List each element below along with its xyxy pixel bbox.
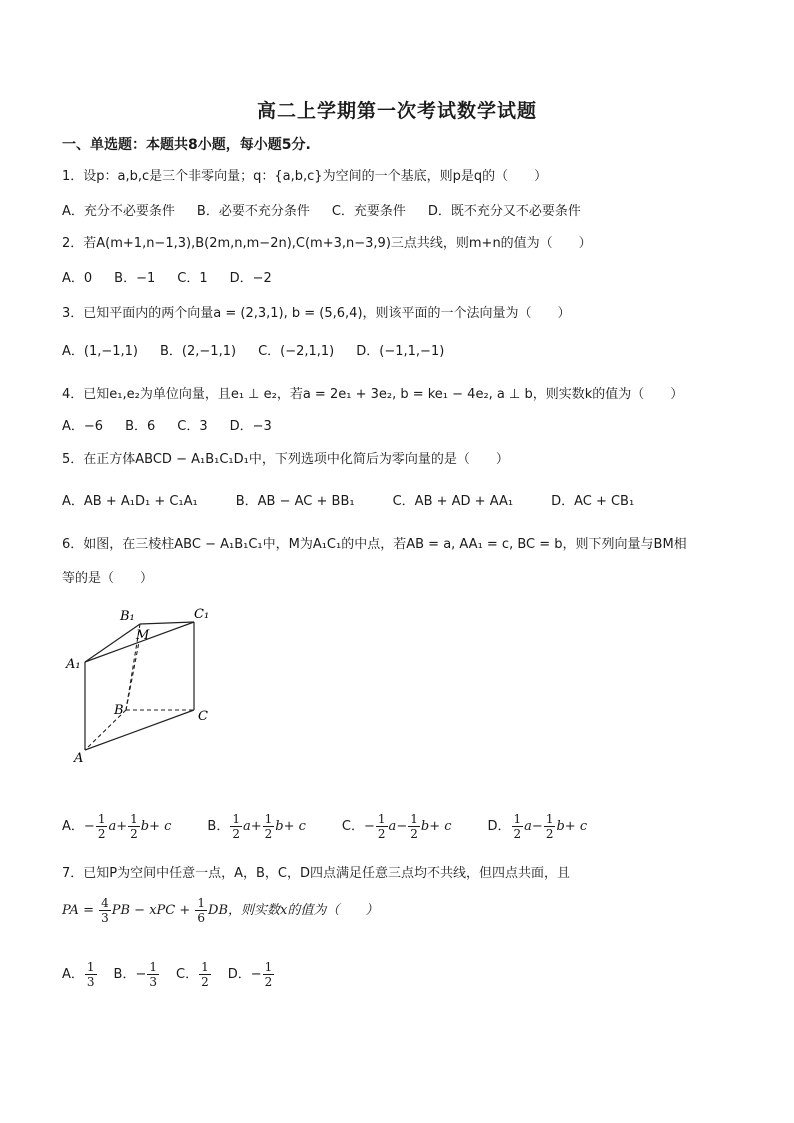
label-a: A (74, 751, 84, 766)
label-m: M (136, 628, 150, 643)
label-c1: C₁ (194, 607, 210, 622)
q4-option-a: A．−6 (62, 419, 104, 434)
question-1-options (62, 200, 603, 219)
q1-option-d: D．既不充分又不必要条件 (427, 204, 581, 219)
q1-option-b: B．必要不充分条件 (196, 204, 310, 219)
page-title: 高二上学期第一次考试数学试题 (256, 100, 537, 122)
q4-option-d: D．−3 (229, 419, 272, 434)
q7-option-c: C． $\frac{1}{2}$ (176, 960, 209, 989)
q7-option-d: D．− $\frac{1}{2}$ (227, 960, 273, 989)
q2-option-b: B．−1 (114, 271, 156, 286)
question-5-stem: 5．在正方体ABCD − A₁B₁C₁D₁中，下列选项中化简后为零向量的是（ ） (62, 452, 509, 467)
prism-figure (66, 602, 220, 772)
question-1-stem: 1．设p：a,b,c是三个非零向量；q：{a,b,c}为空间的一个基底，则p是q的（ ） (62, 169, 548, 184)
question-2-options (62, 267, 294, 286)
q2-option-a: A．0 (62, 271, 93, 286)
q2-option-d: D．−2 (229, 271, 272, 286)
q3-option-c: C．(−2,1,1) (258, 344, 335, 359)
label-b1: B₁ (120, 609, 135, 624)
question-3-stem: 3．已知平面内的两个向量a = (2,3,1), b = (5,6,4)，则该平面的一个法向量为（ ） (62, 306, 571, 321)
q5-option-b: B．AB − AC + BB₁ (235, 494, 355, 509)
q2-option-c: C．1 (177, 271, 208, 286)
q3-option-d: D．(−1,1,−1) (356, 344, 445, 359)
q4-option-b: B．6 (125, 419, 156, 434)
label-b: B (114, 703, 124, 718)
q7-option-b: B．− $\frac{1}{3}$ (113, 960, 158, 989)
q5-option-c: C．AB + AD + AA₁ (392, 494, 514, 509)
triangular-prism-diagram (66, 602, 220, 772)
q1-option-c: C．充要条件 (331, 204, 406, 219)
q6-option-c: C．− $\frac{1}{2}$ a− $\frac{1}{2}$ b+ c (341, 812, 452, 841)
question-7-equation: PA = $\frac{4}{3}$ PB − xPC + $\frac{1}{6}$ DB，则实数x的值为（ ） (62, 896, 379, 925)
label-a1: A₁ (66, 657, 81, 672)
q1-option-a: A．充分不必要条件 (62, 204, 175, 219)
question-3-options (62, 340, 466, 359)
q7-option-a: A． $\frac{1}{3}$ (62, 960, 95, 989)
q6-option-a: A．− $\frac{1}{2}$ a+ $\frac{1}{2}$ b+ c (62, 812, 172, 841)
question-4-options (62, 415, 294, 434)
label-c: C (198, 709, 208, 724)
section-heading: 一、单选题：本题共8小题，每小题5分. (62, 137, 311, 153)
q3-option-a: A．(1,−1,1) (62, 344, 139, 359)
question-4-stem: 4．已知e₁,e₂为单位向量，且e₁ ⊥ e₂，若a = 2e₁ + 3e₂, b = ke₁ − 4e₂, a ⊥ b，则实数k的值为（ ） (62, 387, 684, 402)
q5-option-d: D．AC + CB₁ (551, 494, 635, 509)
question-7-options (62, 960, 297, 989)
question-6-stem-line1: 6．如图，在三棱柱ABC − A₁B₁C₁中，M为A₁C₁的中点，若AB = a, AA₁ = c, BC = b，则下列向量与BM相 (62, 537, 687, 552)
q4-option-c: C．3 (177, 419, 208, 434)
question-6-options (62, 812, 609, 841)
q3-option-b: B．(2,−1,1) (160, 344, 237, 359)
q6-option-b: B． $\frac{1}{2}$ a+ $\frac{1}{2}$ b+ c (207, 812, 306, 841)
question-6-stem-line2: 等的是（ ） (62, 571, 154, 586)
q5-option-a: A．AB + A₁D₁ + C₁A₁ (62, 494, 198, 509)
question-2-stem: 2．若A(m+1,n−1,3),B(2m,n,m−2n),C(m+3,n−3,9)三点共线，则m+n的值为（ ） (62, 236, 592, 251)
q6-option-d: D． $\frac{1}{2}$ a− $\frac{1}{2}$ b+ c (487, 812, 588, 841)
question-7-stem-line1: 7．已知P为空间中任意一点，A，B，C，D四点满足任意三点均不共线，但四点共面，且 (62, 866, 571, 881)
question-5-options (62, 490, 656, 509)
